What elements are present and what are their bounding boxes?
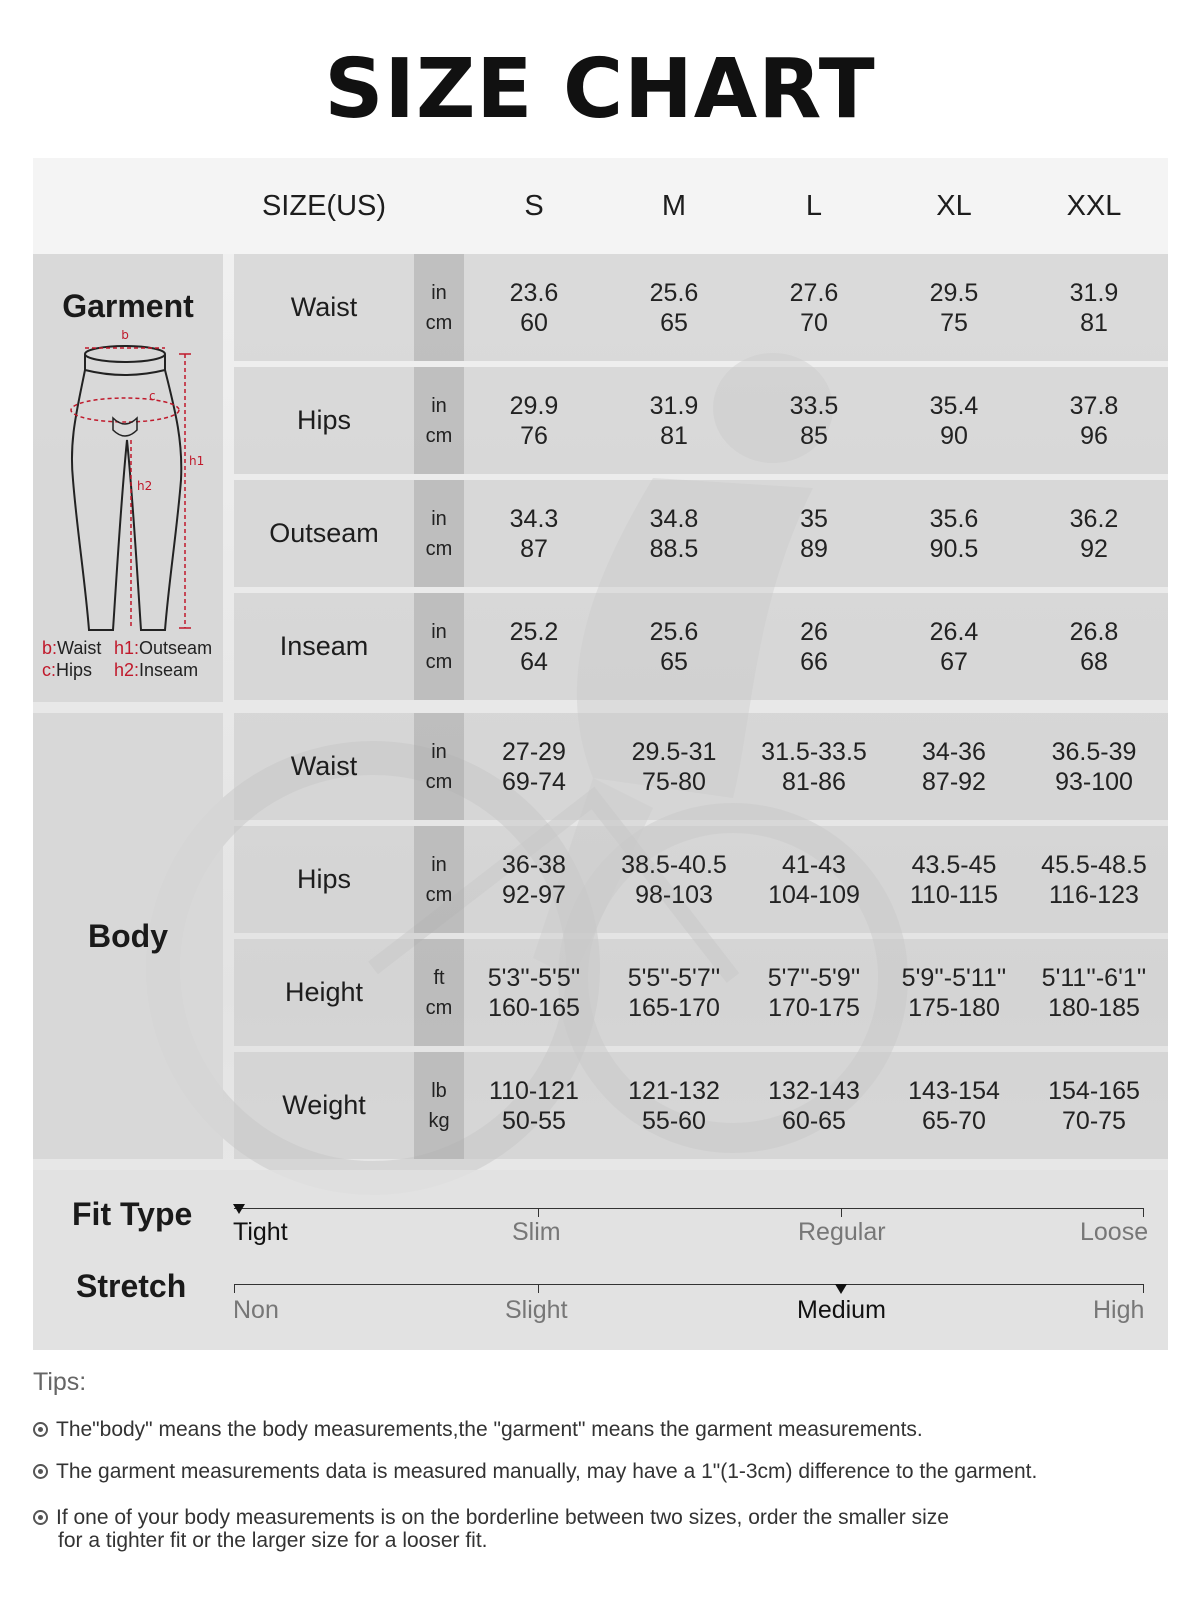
cell-value: 27.6 [789,278,839,307]
cell-value: 41-43 [782,850,846,879]
fit-scale-tick [538,1208,539,1217]
table-cell [744,254,884,361]
table-cell [604,480,744,587]
cell-value: 87-92 [922,767,986,796]
cell-value: 70 [800,308,828,337]
cell-value: 34.8 [649,504,699,533]
tip-item-continuation: for a tighter fit or the larger size for a looser fit. [58,1529,488,1552]
cell-value: 50-55 [502,1106,566,1135]
cell-value: 23.6 [509,278,559,307]
cell-value: 5'9''-5'11'' [901,963,1007,992]
cell-value: 154-165 [1048,1076,1140,1105]
table-cell [744,593,884,700]
legend-item-h2: h2:Inseam [114,660,199,680]
stretch-scale [234,1284,1144,1285]
tip-item: The garment measurements data is measured manually, may have a 1"(1-3cm) difference to the garment. [33,1460,1037,1484]
unit-label: lb [431,1079,447,1102]
table-cell [464,480,604,587]
stretch-marker-icon [835,1284,847,1294]
body-row-label: Height [284,977,364,1007]
cell-value: 60-65 [782,1106,846,1135]
cell-value: 60 [520,308,548,337]
cell-value: 66 [800,647,828,676]
stretch-scale-tick [1143,1284,1144,1293]
cell-value: 90.5 [929,534,979,563]
tip-item: If one of your body measurements is on the borderline between two sizes, order the smaller size [33,1506,949,1530]
fit-option-tight: Tight [233,1218,288,1246]
table-cell [884,480,1024,587]
unit-label: in [431,740,447,763]
garment-row-label: Inseam [279,631,369,661]
table-cell [464,367,604,474]
table-cell [1024,593,1164,700]
cell-value: 96 [1080,421,1108,450]
table-cell [604,826,744,933]
unit-cell [414,593,464,700]
table-cell [464,1052,604,1159]
pants-diagram-icon [33,330,223,635]
cell-value: 92 [1080,534,1108,563]
cell-value: 81 [660,421,688,450]
legend-item-h1: h1:Outseam [114,638,213,658]
cell-value: 26.4 [929,617,979,646]
fit-option-slim: Slim [512,1218,561,1246]
legend-item-b: b:Waist [42,638,102,658]
diagram-letter-h1: h1 [189,454,205,468]
unit-label: ft [433,966,445,989]
table-cell [604,939,744,1046]
fit-option-regular: Regular [798,1218,886,1246]
cell-value: 25.2 [509,617,559,646]
cell-value: 132-143 [768,1076,860,1105]
cell-value: 67 [940,647,968,676]
garment-row-label: Outseam [269,518,379,548]
size-header-xxl: XXL [1066,190,1122,222]
cell-value: 25.6 [649,278,699,307]
table-cell [884,1052,1024,1159]
diagram-letter-b: b [121,330,129,342]
cell-value: 5'3''-5'5'' [487,963,581,992]
cell-value: 143-154 [908,1076,1000,1105]
cell-value: 170-175 [768,993,860,1022]
fit-type-marker-icon [233,1204,245,1214]
cell-value: 26.8 [1069,617,1119,646]
cell-value: 29.9 [509,391,559,420]
cell-value: 175-180 [908,993,1000,1022]
table-cell [884,593,1024,700]
stretch-option-non: Non [233,1296,279,1324]
cell-value: 35.4 [929,391,979,420]
cell-value: 121-132 [628,1076,720,1105]
table-cell [744,826,884,933]
garment-section-label: Garment [62,288,194,324]
cell-value: 25.6 [649,617,699,646]
body-row-label: Weight [282,1090,366,1120]
cell-value: 45.5-48.5 [1041,850,1147,879]
unit-label: cm [425,650,453,673]
unit-label: cm [425,311,453,334]
cell-value: 70-75 [1062,1106,1126,1135]
cell-value: 31.9 [649,391,699,420]
body-row-label: Hips [296,864,351,894]
stretch-scale-tick [538,1284,539,1293]
table-cell [884,713,1024,820]
table-cell [744,480,884,587]
stretch-option-high: High [1093,1296,1145,1324]
stretch-scale-tick [234,1284,235,1293]
cell-value: 110-121 [489,1076,579,1105]
bullet-icon [33,1510,48,1525]
fit-scale-tick [1143,1208,1144,1217]
table-cell [1024,480,1164,587]
cell-value: 5'11''-6'1'' [1041,963,1147,992]
tips-title: Tips: [33,1368,87,1396]
unit-label: cm [425,770,453,793]
size-header-l: L [805,190,823,222]
fit-option-loose: Loose [1080,1218,1149,1246]
table-cell [1024,1052,1164,1159]
unit-cell [414,713,464,820]
cell-value: 26 [800,617,828,646]
table-cell [884,254,1024,361]
unit-cell [414,826,464,933]
body-row-label: Waist [290,751,358,781]
garment-row-label: Hips [296,405,351,435]
cell-value: 104-109 [768,880,860,909]
cell-value: 88.5 [649,534,699,563]
fit-type-scale [234,1208,1144,1209]
unit-label: in [431,281,447,304]
unit-cell [414,939,464,1046]
garment-row-label: Waist [290,292,358,322]
cell-value: 29.5 [929,278,979,307]
cell-value: 81 [1080,308,1108,337]
cell-value: 38.5-40.5 [621,850,727,879]
cell-value: 87 [520,534,548,563]
cell-value: 116-123 [1049,880,1139,909]
cell-value: 29.5-31 [631,737,717,766]
unit-cell [414,367,464,474]
table-cell [884,367,1024,474]
table-cell [744,713,884,820]
table-cell [604,713,744,820]
cell-value: 89 [800,534,828,563]
cell-value: 31.9 [1069,278,1119,307]
table-cell [744,939,884,1046]
cell-value: 27-29 [502,737,566,766]
unit-label: in [431,620,447,643]
cell-value: 98-103 [635,880,713,909]
cell-value: 85 [800,421,828,450]
cell-value: 75-80 [642,767,706,796]
table-cell [464,254,604,361]
table-cell [464,939,604,1046]
cell-value: 65-70 [922,1106,986,1135]
unit-label: in [431,507,447,530]
cell-value: 93-100 [1055,767,1133,796]
page-title: SIZE CHART [324,42,876,137]
table-cell [1024,939,1164,1046]
size-header-xl: XL [936,190,972,222]
bullet-icon [33,1464,48,1479]
cell-value: 65 [660,308,688,337]
fit-scale-tick [841,1208,842,1217]
table-cell [464,826,604,933]
cell-value: 33.5 [789,391,839,420]
unit-label: cm [425,424,453,447]
table-cell [464,593,604,700]
body-section-label: Body [88,918,168,954]
table-cell [604,254,744,361]
fit-type-label: Fit Type [72,1196,193,1232]
unit-label: kg [428,1109,450,1132]
unit-label: in [431,853,447,876]
table-cell [744,367,884,474]
cell-value: 165-170 [628,993,720,1022]
cell-value: 75 [940,308,968,337]
cell-value: 68 [1080,647,1108,676]
cell-value: 55-60 [642,1106,706,1135]
table-cell [884,939,1024,1046]
unit-cell [414,254,464,361]
cell-value: 180-185 [1048,993,1140,1022]
cell-value: 35 [800,504,828,533]
unit-label: in [431,394,447,417]
stretch-option-slight: Slight [505,1296,568,1324]
table-cell [884,826,1024,933]
cell-value: 31.5-33.5 [761,737,867,766]
diagram-letter-c: c [149,389,156,403]
cell-value: 43.5-45 [911,850,997,879]
unit-label: cm [425,996,453,1019]
cell-value: 65 [660,647,688,676]
stretch-label: Stretch [76,1268,187,1304]
table-cell [604,1052,744,1159]
cell-value: 36-38 [502,850,566,879]
cell-value: 36.2 [1069,504,1119,533]
unit-cell [414,1052,464,1159]
table-cell [604,367,744,474]
cell-value: 110-115 [909,880,999,909]
size-header-s: S [524,190,544,222]
cell-value: 35.6 [929,504,979,533]
cell-value: 90 [940,421,968,450]
table-cell [1024,367,1164,474]
unit-cell [414,480,464,587]
cell-value: 36.5-39 [1051,737,1137,766]
table-cell [604,593,744,700]
diagram-letter-h2: h2 [137,479,153,493]
size-column-header: SIZE(US) [261,190,387,222]
bullet-icon [33,1422,48,1437]
cell-value: 81-86 [782,767,846,796]
cell-value: 64 [520,647,548,676]
unit-label: cm [425,537,453,560]
size-header-m: M [661,190,687,222]
legend-item-c: c:Hips [42,660,93,680]
cell-value: 160-165 [488,993,580,1022]
cell-value: 5'5''-5'7'' [627,963,721,992]
cell-value: 34-36 [922,737,986,766]
tip-item: The"body" means the body measurements,the "garment" means the garment measurements. [33,1418,923,1442]
cell-value: 37.8 [1069,391,1119,420]
table-cell [744,1052,884,1159]
cell-value: 69-74 [502,767,566,796]
cell-value: 92-97 [502,880,566,909]
cell-value: 5'7''-5'9'' [767,963,861,992]
table-cell [464,713,604,820]
table-cell [1024,713,1164,820]
cell-value: 76 [520,421,548,450]
fit-panel [33,1170,1168,1350]
cell-value: 34.3 [509,504,559,533]
stretch-option-medium: Medium [797,1296,886,1324]
table-cell [1024,826,1164,933]
table-cell [1024,254,1164,361]
unit-label: cm [425,883,453,906]
